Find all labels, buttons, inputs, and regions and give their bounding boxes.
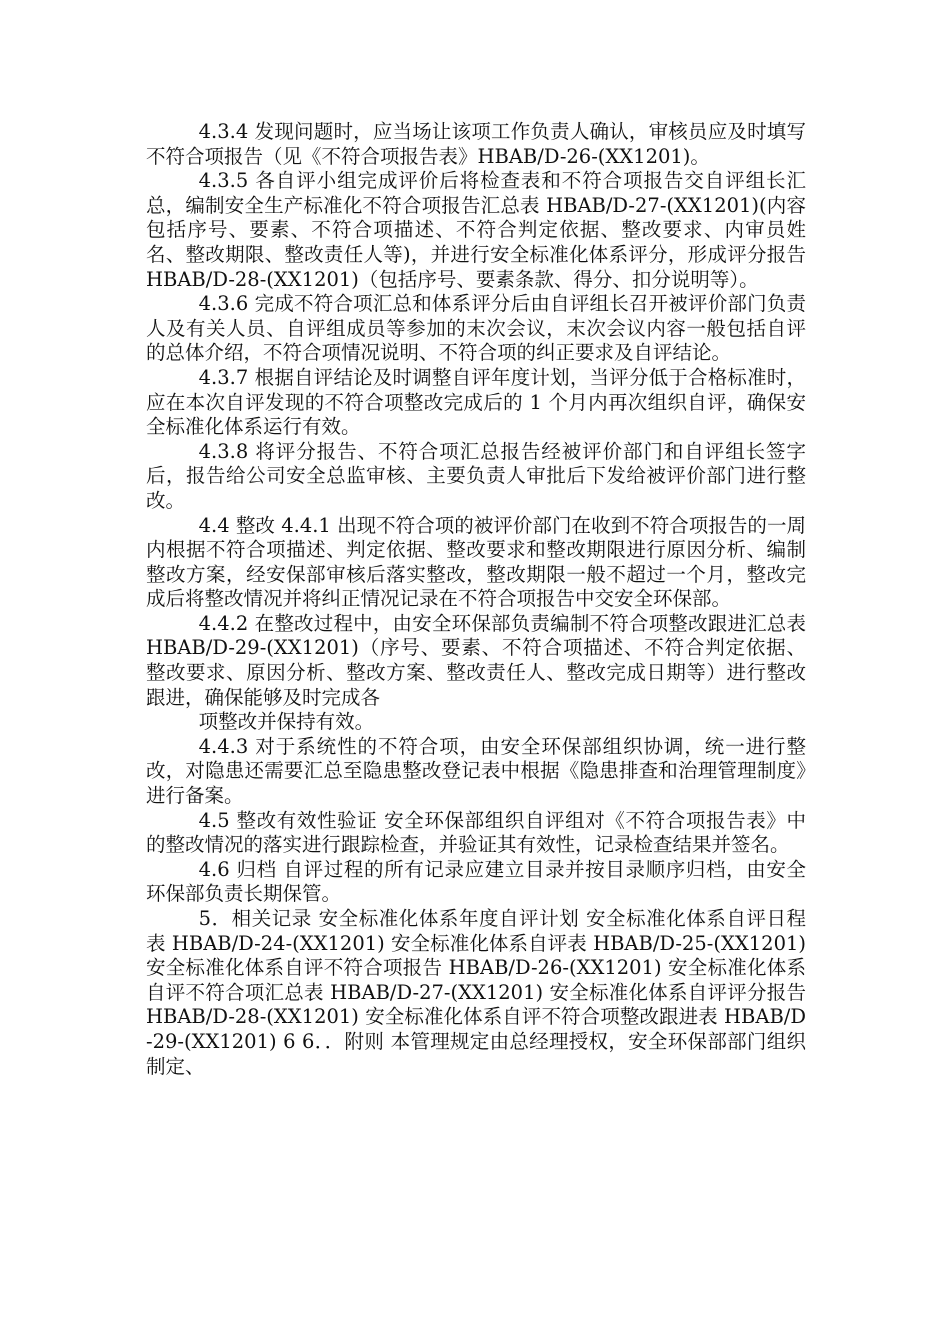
paragraph-4-6: 4.6 归档 自评过程的所有记录应建立目录并按目录顺序归档，由安全环保部负责长期保管。 (146, 857, 806, 906)
paragraph-4-4-1: 4.4 整改 4.4.1 出现不符合项的被评价部门在收到不符合项报告的一周内根据不符合项描述、判定依据、整改要求和整改期限进行原因分析、编制整改方案，经安保部审核后落实整改，整改期限一般不超过一个月，整改完成后将整改情况并将纠正情况记录在不符合项报告中交安全环保部。 (146, 513, 806, 611)
paragraph-4-3-6: 4.3.6 完成不符合项汇总和体系评分后由自评组长召开被评价部门负责人及有关人员、自评组成员等参加的末次会议，末次会议内容一般包括自评的总体介绍，不符合项情况说明、不符合项的纠正要求及自评结论。 (146, 292, 806, 365)
paragraph-5-related-records: 5．相关记录 安全标准化体系年度自评计划 安全标准化体系自评日程表 HBAB/D-24-(XX1201) 安全标准化体系自评表 HBAB/D-25-(XX1201) 安全标准化体系自评不符合项报告 HBAB/D-26-(XX1201) 安全标准化体系自评不符合项汇总表 HBAB/D-27-(XX1201) 安全标准化体系自评评分报告 HBAB/D-28-(XX1201) 安全标准化体系自评不符合项整改跟进表 HBAB/D-29-(XX1201) 6 6．．附则 本管理规定由总经理授权，安全环保部部门组织制定、 (146, 907, 806, 1078)
paragraph-4-4-2-continued: 项整改并保持有效。 (198, 710, 375, 734)
paragraph-4-4-2: 4.4.2 在整改过程中，由安全环保部负责编制不符合项整改跟进汇总表 HBAB/D-29-(XX1201)（序号、要素、不符合项描述、不符合判定依据、整改要求、原因分析、整改方案、整改责任人、整改完成日期等）进行整改跟进，确保能够及时完成各 (146, 611, 806, 709)
paragraph-4-4-3: 4.4.3 对于系统性的不符合项，由安全环保部组织协调，统一进行整改，对隐患还需要汇总至隐患整改登记表中根据《隐患排查和治理管理制度》进行备案。 (146, 734, 806, 808)
paragraph-4-5: 4.5 整改有效性验证 安全环保部组织自评组对《不符合项报告表》中的整改情况的落实进行跟踪检查，并验证其有效性，记录检查结果并签名。 (146, 808, 806, 857)
paragraph-4-3-5: 4.3.5 各自评小组完成评价后将检查表和不符合项报告交自评组长汇总，编制安全生产标准化不符合项报告汇总表 HBAB/D-27-(XX1201)(内容包括序号、要素、不符合项描述、不符合判定依据、整改要求、内审员姓名、整改期限、整改责任人等)，并进行安全标准化体系评分，形成评分报告 HBAB/D-28-(XX1201)（包括序号、要素条款、得分、扣分说明等）。 (146, 169, 806, 291)
paragraph-4-3-8: 4.3.8 将评分报告、不符合项汇总报告经被评价部门和自评组长签字后，报告给公司安全总监审核、主要负责人审批后下发给被评价部门进行整改。 (146, 439, 806, 512)
paragraph-4-3-4: 4.3.4 发现问题时，应当场让该项工作负责人确认，审核员应及时填写不符合项报告（见《不符合项报告表》HBAB/D-26-(XX1201)。 (146, 120, 806, 168)
document-body (146, 120, 806, 1079)
paragraph-4-3-7: 4.3.7 根据自评结论及时调整自评年度计划，当评分低于合格标准时，应在本次自评发现的不符合项整改完成后的 1 个月内再次组织自评，确保安全标准化体系运行有效。 (146, 365, 806, 439)
